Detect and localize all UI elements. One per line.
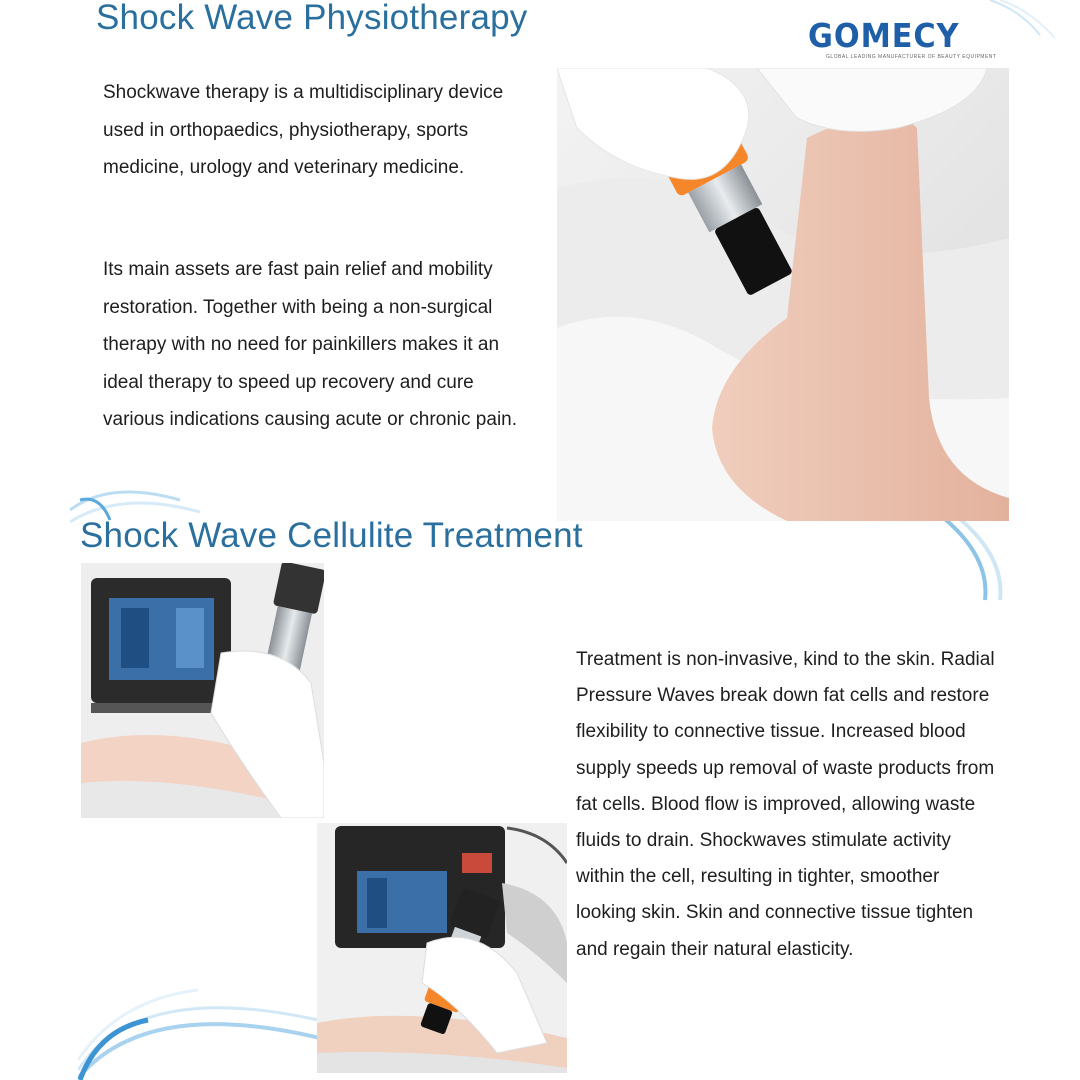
cellulite-paragraph: Treatment is non-invasive, kind to the skin. Radial Pressure Waves break down fat cells and restore flexibility to connective tissue. Increased blood supply speeds up removal of waste products from fat cells. Blood flow is improved, allowing waste fluids to drain. Shockwaves stimulate activity within the cell, resulting in tighter, smoother looking skin. Skin and connective tissue tighten and regain their natural elasticity. xyxy=(576,649,995,960)
device-arm-treatment-photo xyxy=(81,563,324,818)
physiotherapy-title: Shock Wave Physiotherapy xyxy=(96,0,528,37)
decorative-wave-right-mid xyxy=(930,515,1010,605)
logo-tagline: GLOBAL LEADING MANUFACTURER OF BEAUTY EQUIPMENT xyxy=(826,54,997,60)
ankle-treatment-photo xyxy=(557,68,1009,521)
decorative-wave-bottom-left xyxy=(78,960,338,1080)
device-foot-treatment-photo xyxy=(317,823,567,1073)
physiotherapy-paragraph-2: Its main assets are fast pain relief and mobility restoration. Together with being a non-surgical therapy with no need for painkillers makes it an ideal therapy to speed up recovery and cure various indications causing acute or chronic pain. xyxy=(103,259,518,430)
gomecy-logo xyxy=(808,16,997,64)
decorative-wave-top-right xyxy=(980,0,1080,40)
cellulite-title: Shock Wave Cellulite Treatment xyxy=(80,516,583,555)
logo-wordmark: GOMECY xyxy=(808,16,960,55)
physiotherapy-paragraph-1: Shockwave therapy is a multidisciplinary device used in orthopaedics, physiotherapy, sports medicine, urology and veterinary medicine. xyxy=(103,82,504,178)
